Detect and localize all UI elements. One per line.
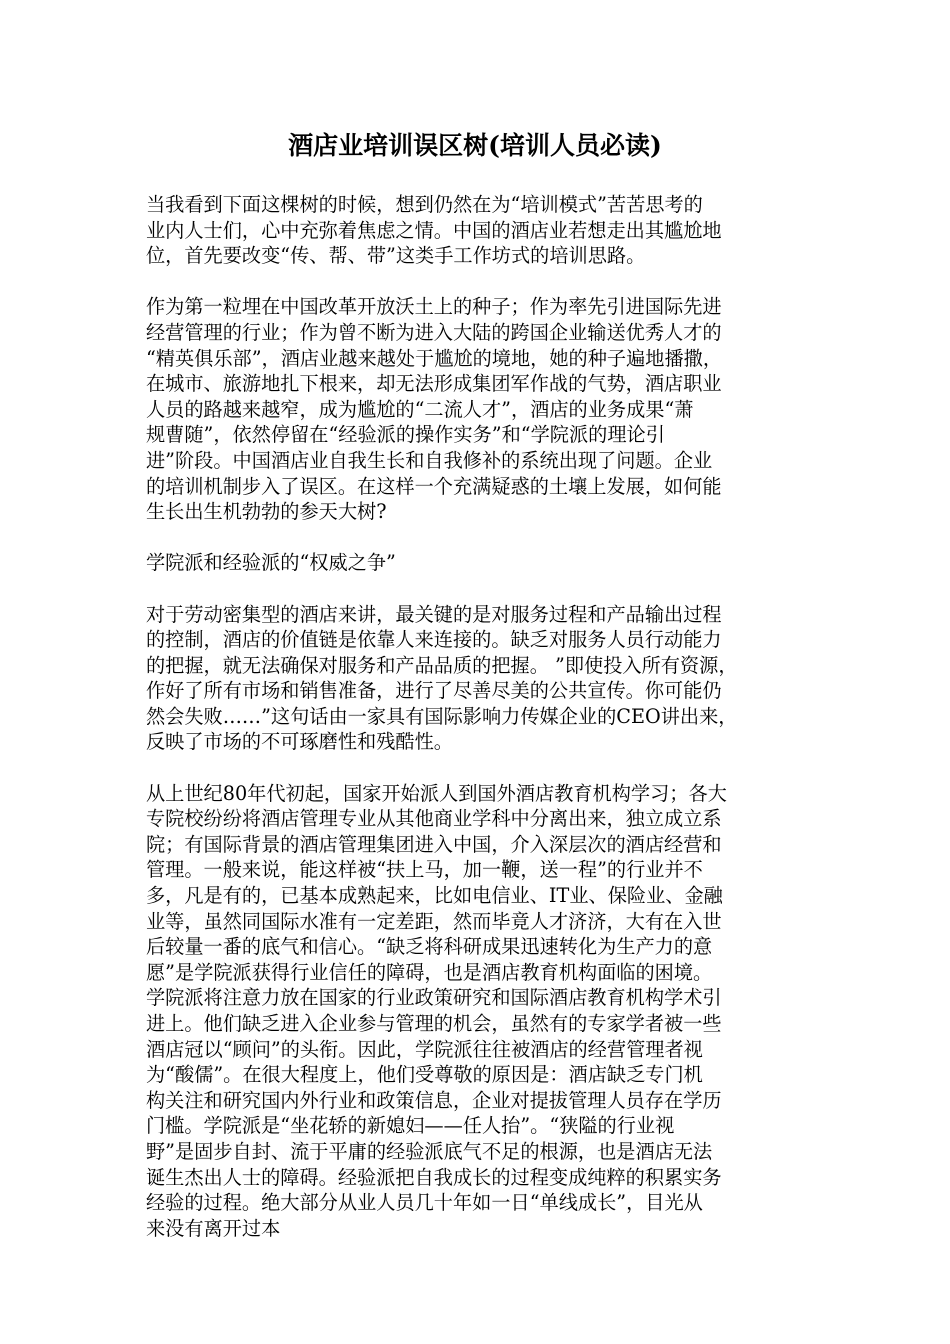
text-line: 的培训机制步入了误区。在这样一个充满疑惑的土壤上发展，如何能 bbox=[146, 474, 722, 498]
text-line: 进”阶段。中国酒店业自我生长和自我修补的系统出现了问题。企业 bbox=[146, 448, 713, 472]
text-line: 位，首先要改变“传、帮、带”这类手工作坊式的培训思路。 bbox=[146, 244, 646, 268]
text-line: 酒店冠以“顾问”的头衔。因此，学院派往往被酒店的经营管理者视 bbox=[146, 1037, 703, 1061]
text-line: 诞生杰出人士的障碍。经验派把自我成长的过程变成纯粹的积累实务 bbox=[146, 1165, 722, 1189]
document-body bbox=[146, 192, 816, 1241]
paragraph-labor-intensive bbox=[146, 602, 816, 756]
text-line: 当我看到下面这棵树的时候，想到仍然在为“培训模式”苦苦思考的 bbox=[146, 193, 703, 216]
text-line: 来没有离开过本 bbox=[146, 1216, 281, 1240]
paragraph-background bbox=[146, 294, 816, 524]
text-line: 业等，虽然同国际水准有一定差距，然而毕竟人才济济，大有在入世 bbox=[146, 909, 722, 933]
text-line: 专院校纷纷将酒店管理专业从其他商业学科中分离出来，独立成立系 bbox=[146, 807, 722, 831]
text-line: 构关注和研究国内外行业和政策信息，企业对提拔管理人员存在学历 bbox=[146, 1088, 722, 1112]
text-line: 后较量一番的底气和信心。“缺乏将科研成果迅速转化为生产力的意 bbox=[146, 935, 713, 959]
text-line: 然会失败……”这句话由一家具有国际影响力传媒企业的CEO讲出来， bbox=[146, 704, 738, 728]
text-line: 愿”是学院派获得行业信任的障碍，也是酒店教育机构面临的困境。 bbox=[146, 960, 713, 984]
text-line: 从上世纪80年代初起，国家开始派人到国外酒店教育机构学习；各大 bbox=[146, 781, 727, 805]
paragraph-history bbox=[146, 781, 816, 1242]
text-line: 生长出生机勃勃的参天大树? bbox=[146, 500, 387, 524]
text-line: 学院派将注意力放在国家的行业政策研究和国际酒店教育机构学术引 bbox=[146, 986, 722, 1010]
text-line: 人员的路越来越窄，成为尴尬的“二流人才”，酒店的业务成果“萧 bbox=[146, 397, 694, 421]
text-line: 作为第一粒埋在中国改革开放沃土上的种子；作为率先引进国际先进 bbox=[146, 295, 722, 319]
text-line: 反映了市场的不可琢磨性和残酷性。 bbox=[146, 730, 453, 754]
text-line: 规曹随”，依然停留在“经验派的操作实务”和“学院派的理论引 bbox=[146, 423, 665, 447]
text-line: 学院派和经验派的“权威之争” bbox=[146, 551, 396, 575]
text-line: 的把握，就无法确保对服务和产品品质的把握。 ”即使投入所有资源， bbox=[146, 653, 738, 677]
text-line: 作好了所有市场和销售准备，进行了尽善尽美的公共宣传。你可能仍 bbox=[146, 679, 722, 703]
text-line: 经营管理的行业；作为曾不断为进入大陆的跨国企业输送优秀人才的 bbox=[146, 320, 722, 344]
document-title: 酒店业培训误区树(培训人员必读) bbox=[288, 131, 662, 160]
text-line: 院；有国际背景的酒店管理集团进入中国，介入深层次的酒店经营和 bbox=[146, 832, 722, 856]
text-line: 野”是固步自封、流于平庸的经验派底气不足的根源，也是酒店无法 bbox=[146, 1139, 713, 1163]
section-heading bbox=[146, 550, 816, 576]
text-line: 的控制，酒店的价值链是依靠人来连接的。缺乏对服务人员行动能力 bbox=[146, 628, 722, 652]
text-line: 经验的过程。绝大部分从业人员几十年如一日“单线成长”，目光从 bbox=[146, 1191, 703, 1215]
text-line: 在城市、旅游地扎下根来，却无法形成集团军作战的气势，酒店职业 bbox=[146, 372, 722, 396]
text-line: 对于劳动密集型的酒店来讲，最关键的是对服务过程和产品输出过程 bbox=[146, 602, 722, 626]
text-line: 管理。一般来说，能这样被“扶上马，加一鞭，送一程”的行业并不 bbox=[146, 858, 703, 882]
paragraph-intro bbox=[146, 192, 816, 269]
text-line: 为“酸儒”。在很大程度上，他们受尊敬的原因是：酒店缺乏专门机 bbox=[146, 1063, 703, 1087]
text-line: 进上。他们缺乏进入企业参与管理的机会，虽然有的专家学者被一些 bbox=[146, 1012, 722, 1035]
text-line: 多，凡是有的，已基本成熟起来，比如电信业、IT业、保险业、金融 bbox=[146, 884, 723, 908]
text-line: “精英俱乐部”，酒店业越来越处于尴尬的境地，她的种子遍地播撒， bbox=[146, 346, 723, 370]
text-line: 业内人士们，心中充弥着焦虑之情。中国的酒店业若想走出其尴尬地 bbox=[146, 218, 722, 242]
text-line: 门槛。学院派是“坐花轿的新媳妇——任人抬”。“狭隘的行业视 bbox=[146, 1114, 675, 1138]
